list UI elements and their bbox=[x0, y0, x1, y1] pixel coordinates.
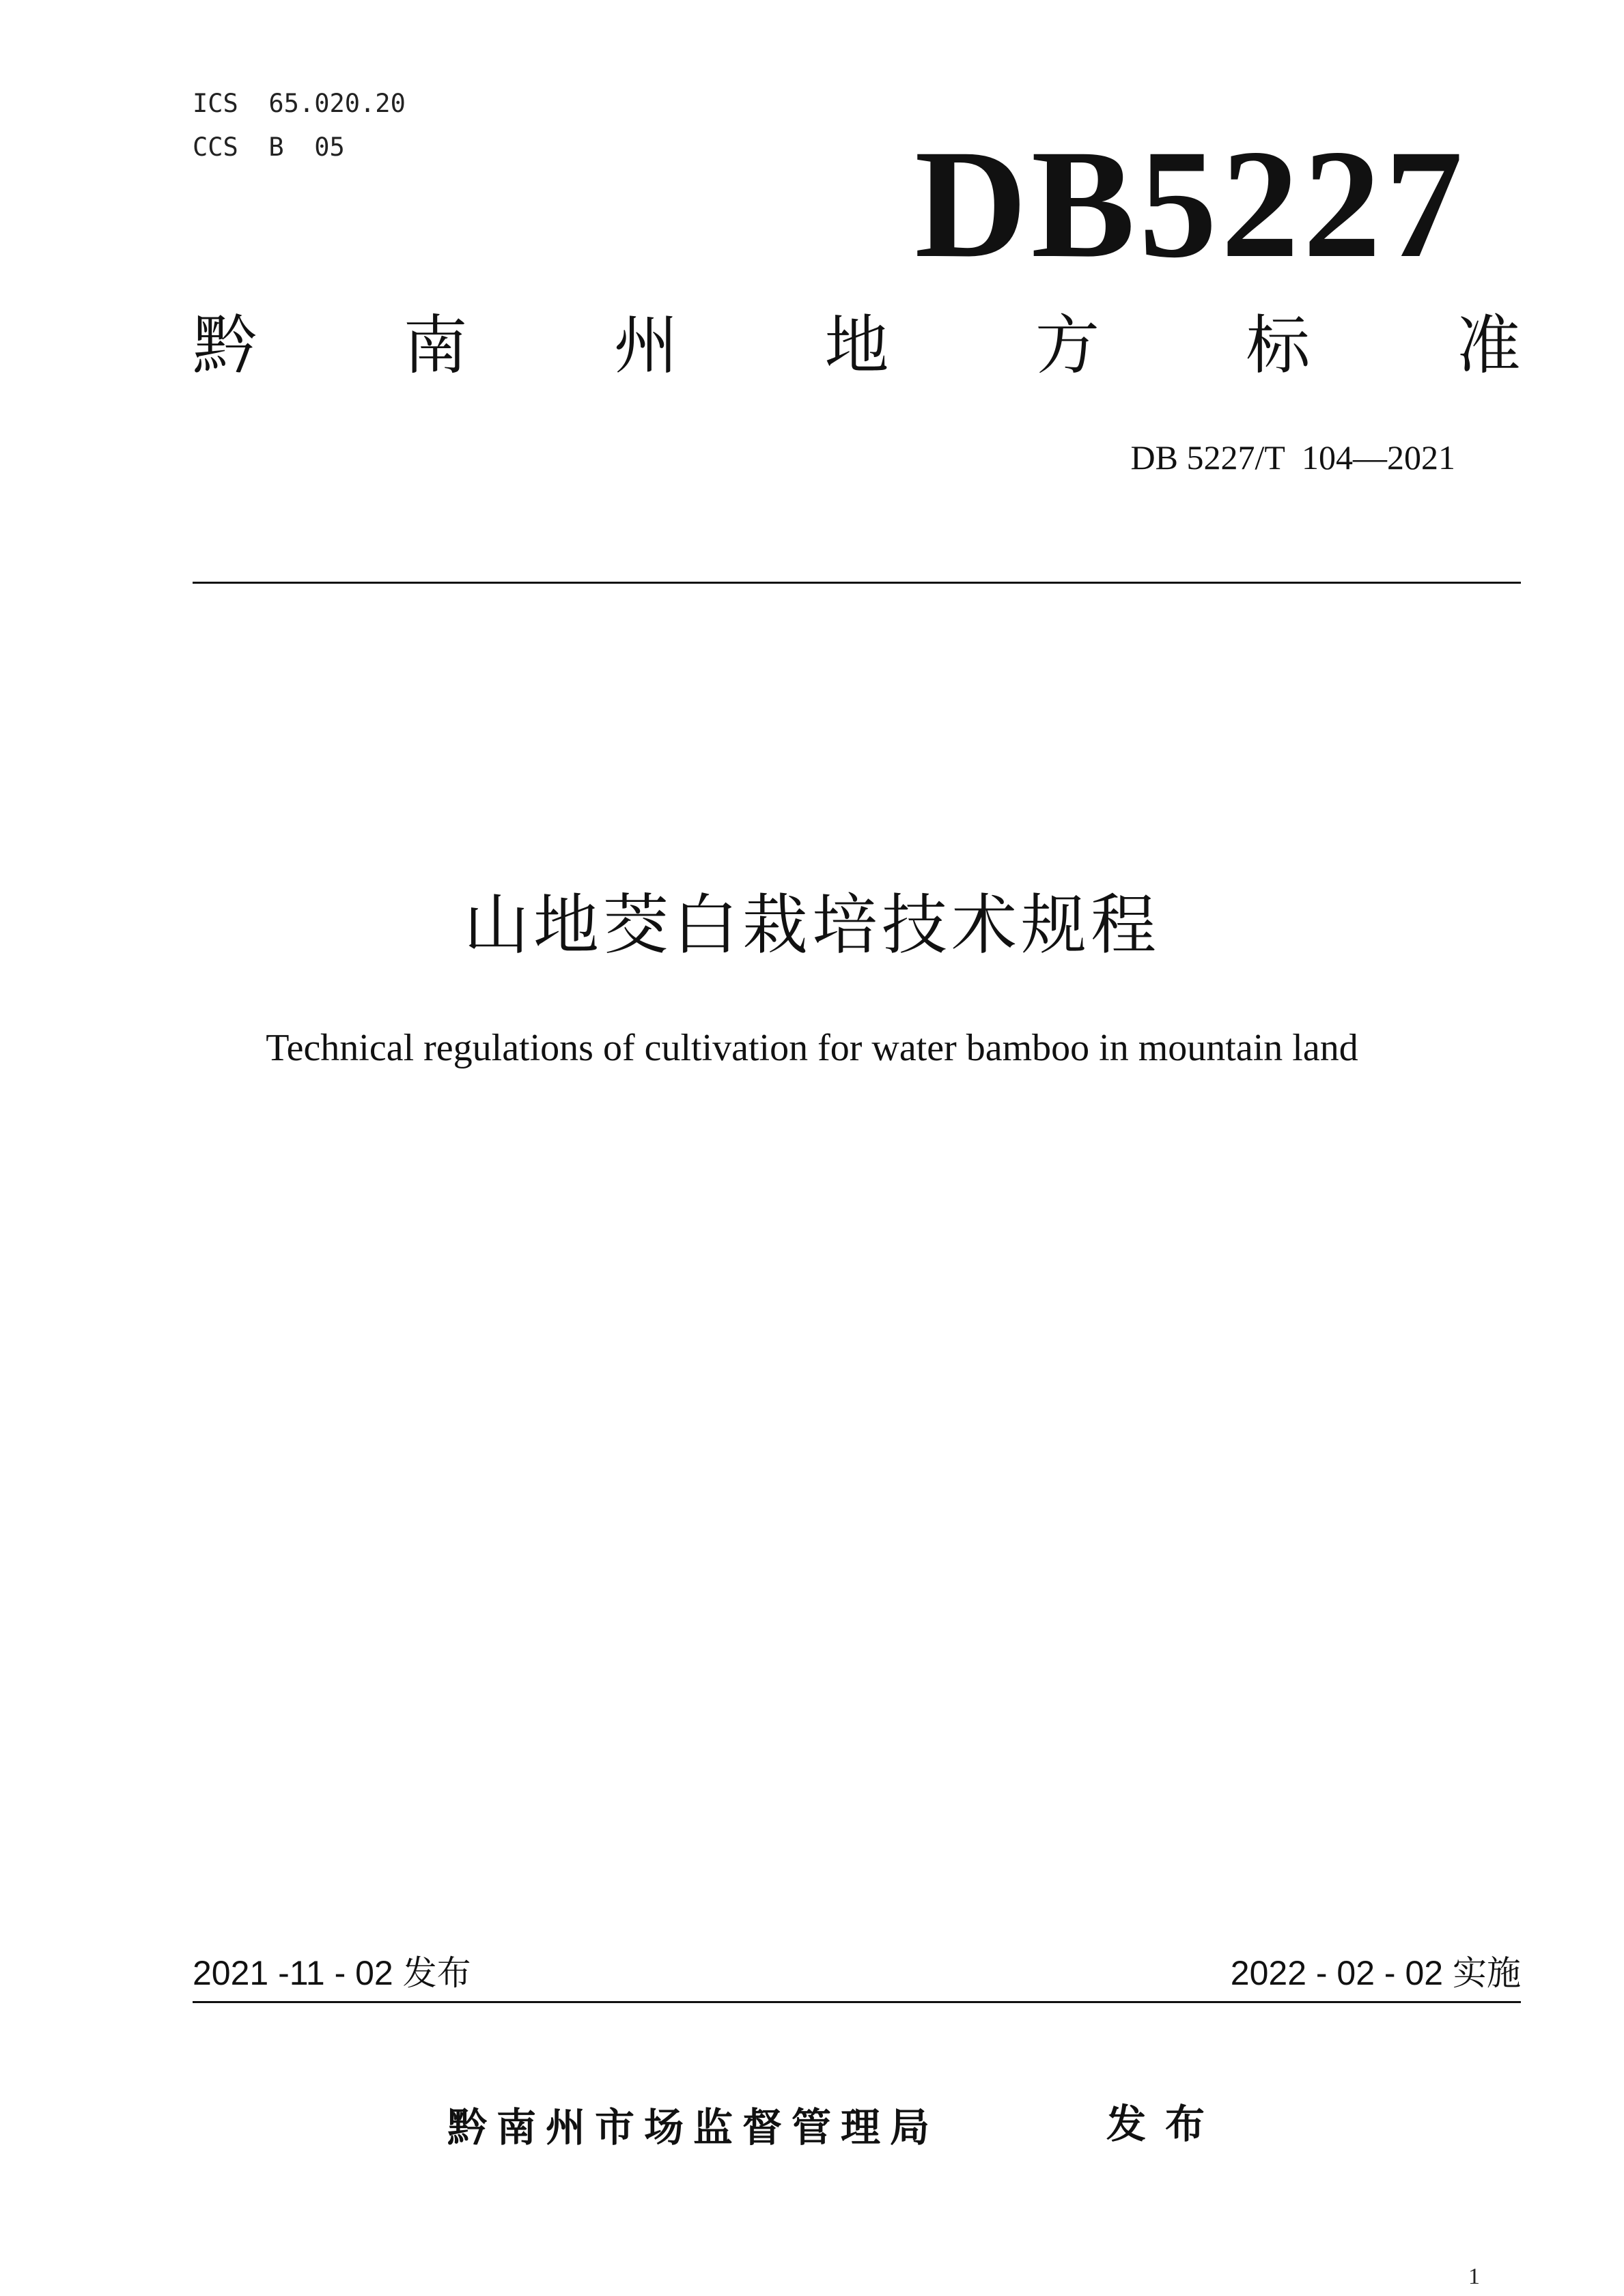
page-number: 1 bbox=[1468, 2264, 1480, 2289]
implementation-date: 2022 - 02 - 02 实施 bbox=[1230, 1954, 1521, 1992]
release-date: 2021 -11 - 02 发布 bbox=[193, 1954, 471, 1992]
standard-type-char: 黔 bbox=[193, 309, 257, 383]
header-divider bbox=[193, 582, 1521, 584]
standard-type-char: 准 bbox=[1456, 309, 1521, 383]
issuing-authority: 黔南州市场监督管理局 bbox=[447, 2104, 940, 2151]
document-title-english: Technical regulations of cultivation for water bamboo in mountain land bbox=[266, 1027, 1358, 1069]
standard-type-title bbox=[193, 309, 1521, 384]
footer-divider bbox=[193, 2001, 1521, 2003]
ccs-code: CCS B 05 bbox=[193, 132, 345, 162]
standard-type-char: 州 bbox=[613, 309, 678, 383]
standard-type-char: 标 bbox=[1246, 309, 1311, 383]
standard-number: DB 5227/T 104—2021 bbox=[1130, 438, 1455, 477]
document-title-chinese: 山地茭白栽培技术规程 bbox=[464, 887, 1160, 963]
standard-type-char: 南 bbox=[403, 309, 468, 383]
db-code: DB5227 bbox=[914, 118, 1467, 290]
standard-type-char: 地 bbox=[824, 309, 889, 383]
standard-type-char: 方 bbox=[1035, 309, 1100, 383]
ics-code: ICS 65.020.20 bbox=[193, 89, 406, 118]
classification-codes bbox=[193, 82, 406, 169]
issued-label: 发布 bbox=[1106, 2101, 1224, 2147]
